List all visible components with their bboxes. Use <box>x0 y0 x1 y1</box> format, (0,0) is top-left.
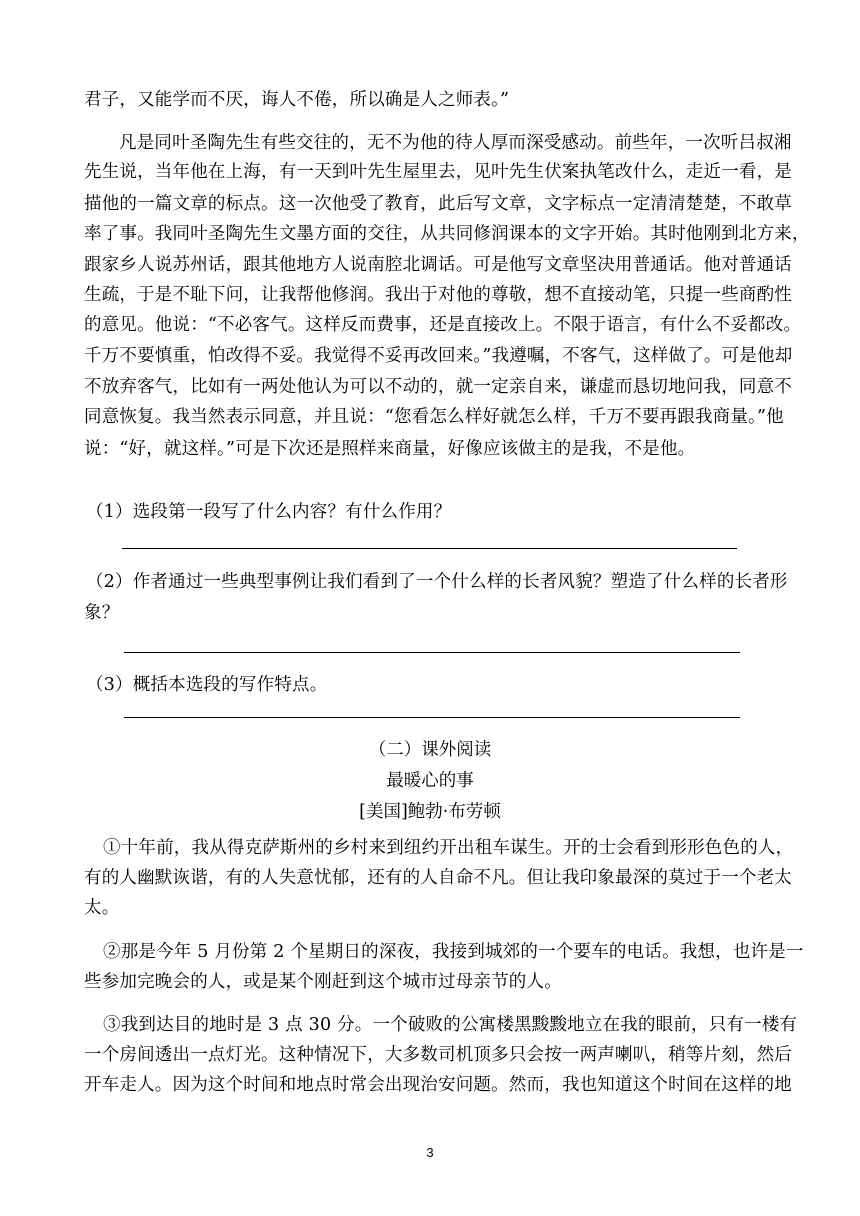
passage-line: ③我到达目的地时是 3 点 30 分。一个破败的公寓楼黑黢黢地立在我的眼前，只有一楼有 <box>103 1015 798 1035</box>
passage-line: 千万不要慎重，怕改得不妥。我觉得不妥再改回来。”我遵嘱，不客气，这样做了。可是他却 <box>84 346 793 366</box>
section-heading: （二）课外阅读 <box>368 740 492 760</box>
page-number: 3 <box>426 1145 434 1160</box>
passage-line: 描他的一篇文章的标点。这一次他受了教育，此后写文章，文字标点一定清清楚楚，不敢草 <box>84 194 792 214</box>
passage-line: 一个房间透出一点灯光。这种情况下，大多数司机顶多只会按一两声喇叭，稍等片刻，然后 <box>84 1045 792 1065</box>
passage-line: ②那是今年 5 月份第 2 个星期日的深夜，我接到城郊的一个要车的电话。我想，也许是一 <box>103 942 804 962</box>
question-2: （2）作者通过一些典型事例让我们看到了一个什么样的长者风貌？塑造了什么样的长者形 <box>86 572 788 592</box>
passage-line: 君子，又能学而不厌，诲人不倦，所以确是人之师表。” <box>84 90 510 110</box>
passage-line: 有的人幽默诙谐，有的人失意忧郁，还有的人自命不凡。但让我印象最深的莫过于一个老太 <box>84 868 792 888</box>
answer-line-1[interactable] <box>122 548 737 549</box>
passage-line: ①十年前，我从得克萨斯州的乡村来到纽约开出租车谋生。开的士会看到形形色色的人， <box>103 838 794 858</box>
answer-line-2[interactable] <box>124 652 740 653</box>
article-author: [美国]鲍勃·布劳顿 <box>359 802 501 822</box>
passage-line: 的意见。他说：“不必客气。这样反而费事，还是直接改上。不限于语言，有什么不妥都改。 <box>84 315 802 335</box>
question-1: （1）选段第一段写了什么内容？有什么作用？ <box>86 502 452 522</box>
question-3: （3）概括本选段的写作特点。 <box>86 675 328 695</box>
article-title: 最暖心的事 <box>386 771 474 791</box>
passage-line: 跟家乡人说苏州话，跟其他地方人说南腔北调话。可是他写文章坚决用普通话。他对普通话 <box>84 255 792 275</box>
passage-line: 说：“好，就这样。”可是下次还是照样来商量，好像应该做主的是我，不是他。 <box>84 439 696 459</box>
answer-line-3[interactable] <box>124 717 740 718</box>
passage-line: 率了事。我同叶圣陶先生文墨方面的交往，从共同修润课本的文字开始。其时他刚到北方来， <box>84 224 810 244</box>
passage-line: 太。 <box>84 898 120 918</box>
question-2-cont: 象？ <box>84 603 120 623</box>
passage-line: 生疏，于是不耻下问，让我帮他修润。我出于对他的尊敬，想不直接动笔，只提一些商酌性 <box>84 285 792 305</box>
passage-line: 些参加完晚会的人，或是某个刚赶到这个城市过母亲节的人。 <box>84 972 562 992</box>
passage-line: 凡是同叶圣陶先生有些交往的，无不为他的待人厚而深受感动。前些年，一次听吕叔湘 <box>119 133 792 153</box>
passage-line: 不放弃客气，比如有一两处他认为可以不动的，就一定亲自来，谦虚而恳切地问我，同意不 <box>84 377 792 397</box>
passage-line: 同意恢复。我当然表示同意，并且说：“您看怎么样好就怎么样，千万不要再跟我商量。”他 <box>84 407 784 427</box>
passage-line: 先生说，当年他在上海，有一天到叶先生屋里去，见叶先生伏案执笔改什么，走近一看，是 <box>84 162 792 182</box>
passage-line: 开车走人。因为这个时间和地点时常会出现治安问题。然而，我也知道这个时间在这样的地 <box>84 1075 792 1095</box>
